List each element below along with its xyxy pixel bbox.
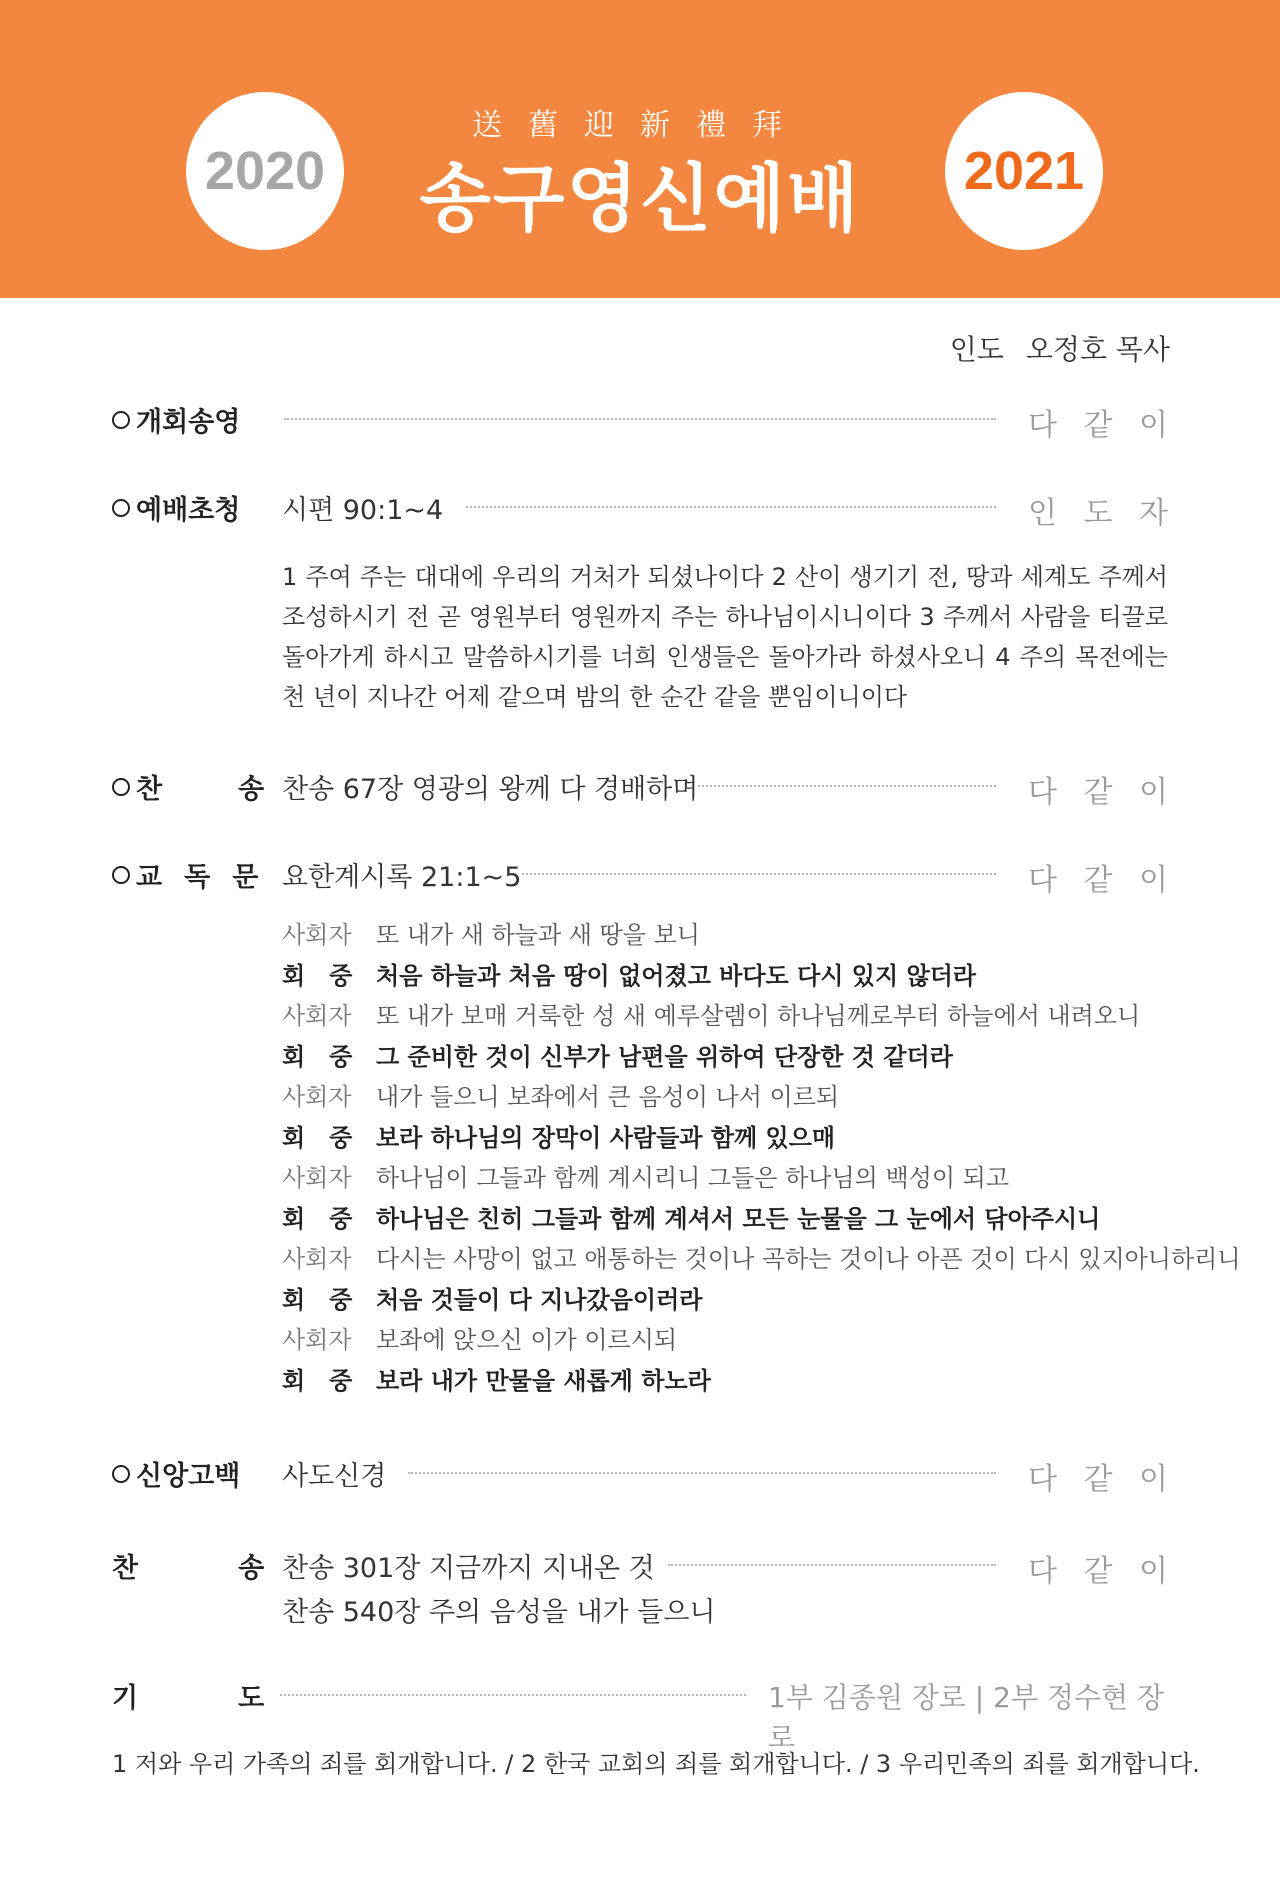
item-performer: 다 같 이 bbox=[1028, 1462, 1168, 1497]
dotted-leader bbox=[408, 1472, 996, 1474]
year-left: 2020 bbox=[204, 141, 326, 201]
reading-line-congregation: 회 중 하나님은 친히 그들과 함께 계셔서 모든 눈물을 그 눈에서 닦아주시니 bbox=[282, 1204, 1101, 1233]
bullet-circle-icon bbox=[112, 411, 130, 429]
dotted-leader bbox=[284, 418, 996, 420]
year-right: 2021 bbox=[963, 141, 1085, 201]
item-label: 신앙고백 bbox=[112, 1454, 240, 1493]
prayer-topics: 1 저와 우리 가족의 죄를 회개합니다. / 2 한국 교회의 죄를 회개합니다. / 3 우리민족의 죄를 회개합니다. bbox=[112, 1750, 1200, 1778]
dotted-leader bbox=[466, 506, 996, 508]
page-title: 송구영신예배 bbox=[419, 156, 861, 242]
reading-line-leader: 사회자 다시는 사망이 없고 애통하는 것이나 곡하는 것이나 아픈 것이 다시 있지아니하리니 bbox=[282, 1245, 1241, 1273]
reading-line-leader: 사회자 내가 들으니 보좌에서 큰 음성이 나서 이르되 bbox=[282, 1083, 840, 1111]
item-performer: 다 같 이 bbox=[1028, 408, 1168, 443]
hymn-title: 찬송 301장 지금까지 지내온 것 bbox=[282, 1553, 655, 1584]
leader-name: 오정호 목사 bbox=[1025, 333, 1170, 366]
creed-title: 사도신경 bbox=[282, 1461, 387, 1492]
dotted-leader bbox=[668, 1564, 996, 1566]
item-label: 예배초청 bbox=[112, 488, 240, 527]
dotted-leader bbox=[522, 873, 996, 875]
dotted-leader bbox=[280, 1694, 746, 1696]
call-scripture-text: 1 주여 주는 대대에 우리의 거처가 되셨나이다 2 산이 생기기 전, 땅과 세계도 주께서 조성하시기 전 곧 영원부터 영원까지 주는 하나님이시니이다 3 주께서 사람을 티끌로 돌아가게 하시고 말씀하시기를 너희 인생들은 돌아가라 하셨사오니 4 주의 목전에는 천 년이 지나간 어제 같으며 밤의 한 순간 같을 뿐임이니이다 bbox=[282, 563, 1168, 711]
item-label: 찬 송 bbox=[112, 767, 264, 806]
reading-line-leader: 사회자 보좌에 앉으신 이가 이르시되 bbox=[282, 1326, 678, 1354]
year-2020-badge bbox=[186, 92, 344, 250]
reading-line-congregation: 회 중 처음 하늘과 처음 땅이 없어졌고 바다도 다시 있지 않더라 bbox=[282, 961, 977, 990]
bullet-circle-icon bbox=[112, 866, 130, 884]
bullet-circle-icon bbox=[112, 1465, 130, 1483]
item-label: 기 도 bbox=[112, 1683, 265, 1714]
header-banner bbox=[0, 0, 1280, 298]
scripture-ref: 요한계시록 21:1~5 bbox=[282, 862, 522, 893]
reading-line-congregation: 회 중 그 준비한 것이 신부가 남편을 위하여 단장한 것 같더라 bbox=[282, 1042, 953, 1071]
bullet-circle-icon bbox=[112, 499, 130, 517]
item-performer: 다 같 이 bbox=[1028, 775, 1168, 810]
scripture-ref: 시편 90:1~4 bbox=[282, 495, 444, 526]
hymn-title: 찬송 67장 영광의 왕께 다 경배하며 bbox=[282, 774, 699, 805]
hymn-title: 찬송 540장 주의 음성을 내가 들으니 bbox=[282, 1597, 716, 1628]
dotted-leader bbox=[698, 785, 996, 787]
responsive-reading-lines bbox=[282, 915, 1241, 1401]
item-performer: 다 같 이 bbox=[1028, 1554, 1168, 1589]
item-label: 교 독 문 bbox=[112, 855, 258, 894]
prayer-performers: 1부 김종원 장로 | 2부 정수현 장로 bbox=[768, 1681, 1164, 1754]
reading-line-leader: 사회자 또 내가 새 하늘과 새 땅을 보니 bbox=[282, 921, 700, 949]
year-2021-badge bbox=[945, 92, 1103, 250]
reading-line-leader: 사회자 하나님이 그들과 함께 계시리니 그들은 하나님의 백성이 되고 bbox=[282, 1164, 1010, 1192]
reading-line-congregation: 회 중 처음 것들이 다 지나갔음이러라 bbox=[282, 1285, 703, 1314]
leader-label: 인도 bbox=[949, 333, 1004, 366]
reading-line-congregation: 회 중 보라 하나님의 장막이 사람들과 함께 있으매 bbox=[282, 1123, 836, 1152]
item-performer: 인 도 자 bbox=[1028, 496, 1168, 531]
bullet-circle-icon bbox=[112, 778, 130, 796]
reading-line-leader: 사회자 또 내가 보매 거룩한 성 새 예루살렘이 하나님께로부터 하늘에서 내려오니 bbox=[282, 1002, 1141, 1030]
item-label: 찬 송 bbox=[112, 1553, 265, 1584]
reading-line-congregation: 회 중 보라 내가 만물을 새롭게 하노라 bbox=[282, 1366, 711, 1395]
service-leader bbox=[950, 328, 1170, 368]
hanja-title: 送舊迎新禮拜 bbox=[472, 108, 808, 143]
item-performer: 다 같 이 bbox=[1028, 863, 1168, 898]
item-label: 개회송영 bbox=[112, 400, 240, 439]
